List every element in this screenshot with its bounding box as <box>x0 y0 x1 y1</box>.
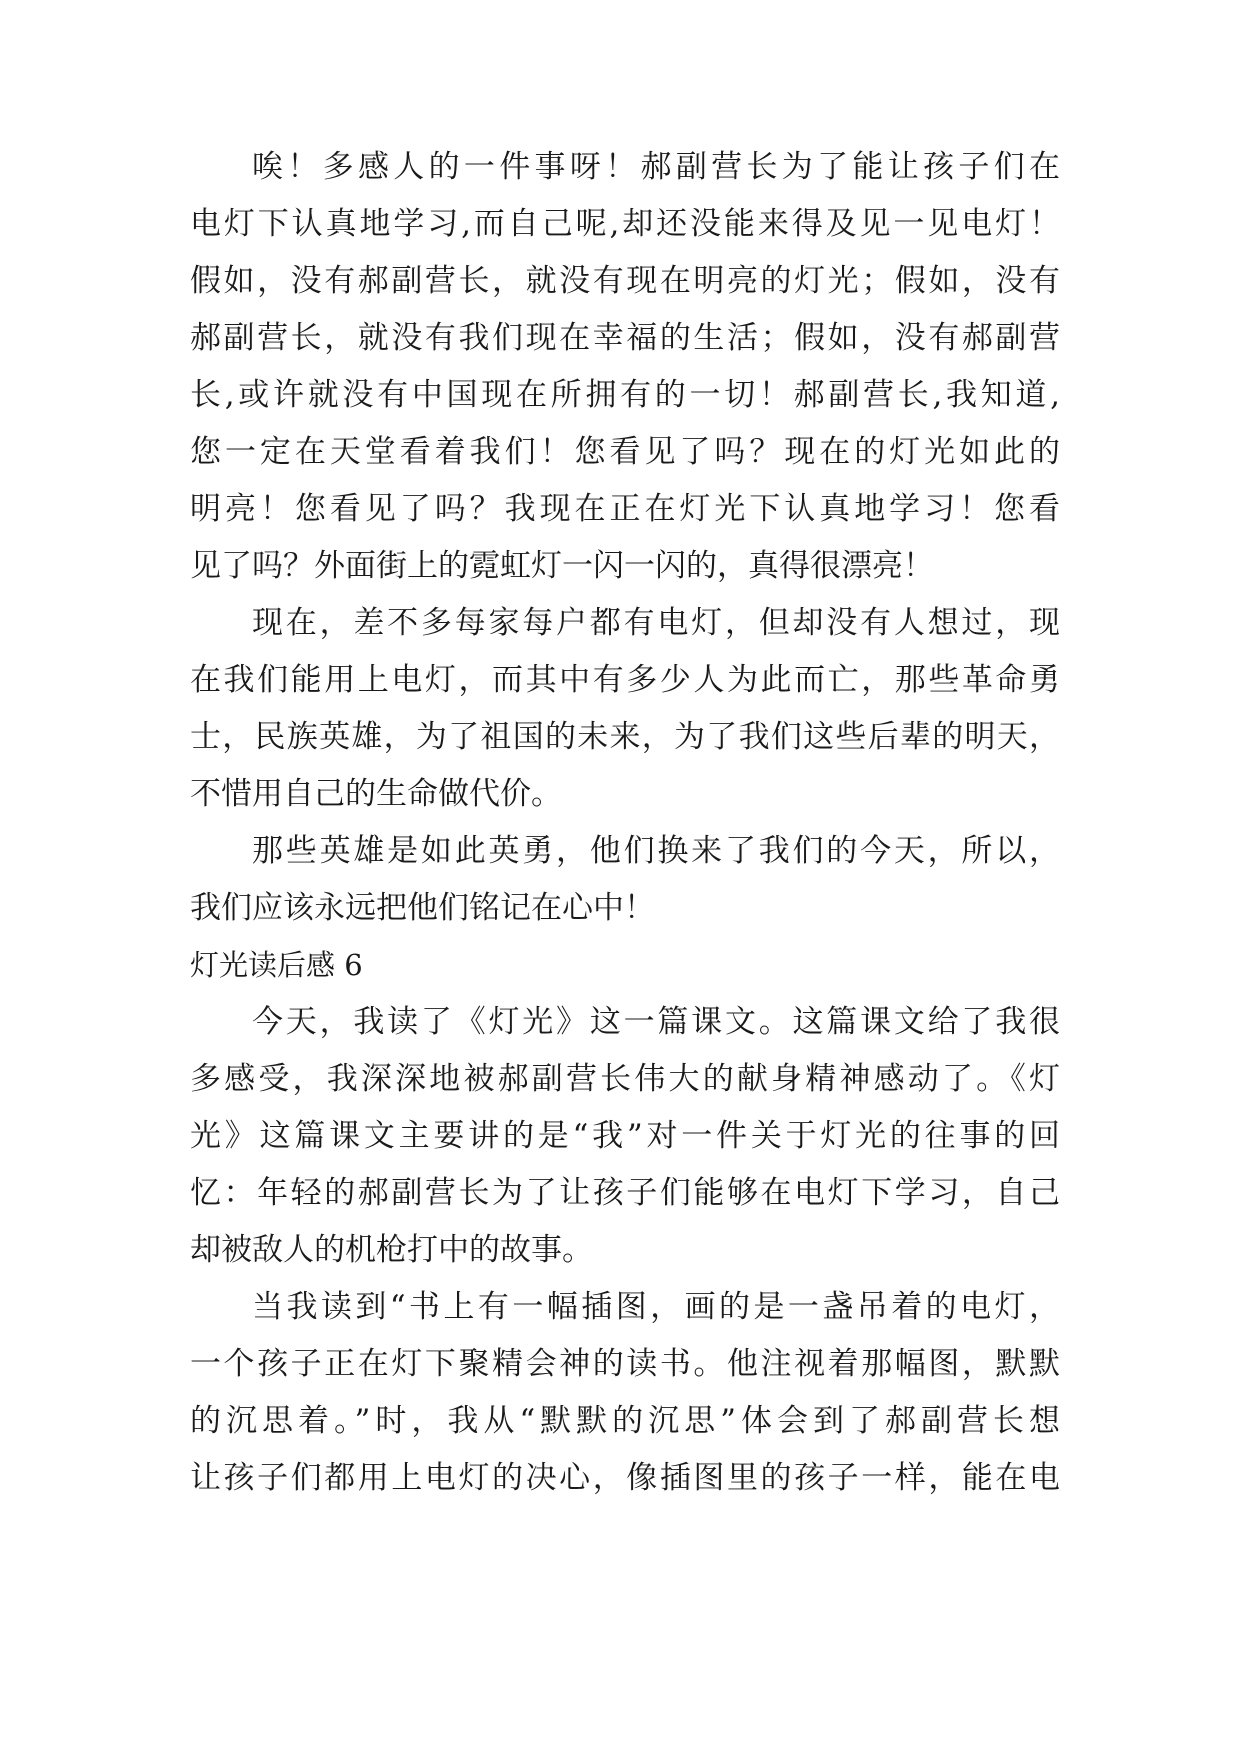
text-line: 让孩子们都用上电灯的决心，像插图里的孩子一样，能在电 <box>190 1460 1060 1496</box>
text-line: 唉！多感人的一件事呀！郝副营长为了能让孩子们在 <box>252 149 1060 185</box>
text-line: 那些英雄是如此英勇，他们换来了我们的今天，所以， <box>252 833 1060 869</box>
text-line: 电灯下认真地学习,而自己呢,却还没能来得及见一见电灯！ <box>190 206 1060 242</box>
text-line: 现在，差不多每家每户都有电灯，但却没有人想过，现 <box>252 605 1060 641</box>
text-line: 见了吗？外面街上的霓虹灯一闪一闪的，真得很漂亮！ <box>190 548 934 584</box>
text-line: 明亮！您看见了吗？我现在正在灯光下认真地学习！您看 <box>190 491 1060 527</box>
text-line: 在我们能用上电灯，而其中有多少人为此而亡，那些革命勇 <box>190 662 1060 698</box>
text-line: 我们应该永远把他们铭记在心中！ <box>190 890 655 926</box>
text-line: 假如，没有郝副营长，就没有现在明亮的灯光；假如，没有 <box>190 263 1060 299</box>
text-line: 不惜用自己的生命做代价。 <box>190 776 562 812</box>
section-heading: 灯光读后感 6 <box>190 948 363 982</box>
text-line: 忆：年轻的郝副营长为了让孩子们能够在电灯下学习，自己 <box>190 1175 1060 1211</box>
text-line: 今天，我读了《灯光》这一篇课文。这篇课文给了我很 <box>252 1004 1060 1040</box>
text-line: 却被敌人的机枪打中的故事。 <box>190 1232 593 1268</box>
text-line: 士，民族英雄，为了祖国的未来，为了我们这些后辈的明天， <box>190 719 1060 755</box>
text-line: 光》这篇课文主要讲的是“我”对一件关于灯光的往事的回 <box>190 1118 1060 1154</box>
text-line: 郝副营长，就没有我们现在幸福的生活；假如，没有郝副营 <box>190 320 1060 356</box>
text-line: 当我读到“书上有一幅插图，画的是一盏吊着的电灯， <box>252 1289 1060 1325</box>
text-line: 多感受，我深深地被郝副营长伟大的献身精神感动了。《灯 <box>190 1061 1060 1097</box>
text-line: 长,或许就没有中国现在所拥有的一切！郝副营长,我知道, <box>190 377 1060 413</box>
text-line: 的沉思着。”时，我从“默默的沉思”体会到了郝副营长想 <box>190 1403 1060 1439</box>
text-line: 一个孩子正在灯下聚精会神的读书。他注视着那幅图，默默 <box>190 1346 1060 1382</box>
text-line: 您一定在天堂看着我们！您看见了吗？现在的灯光如此的 <box>190 434 1060 470</box>
